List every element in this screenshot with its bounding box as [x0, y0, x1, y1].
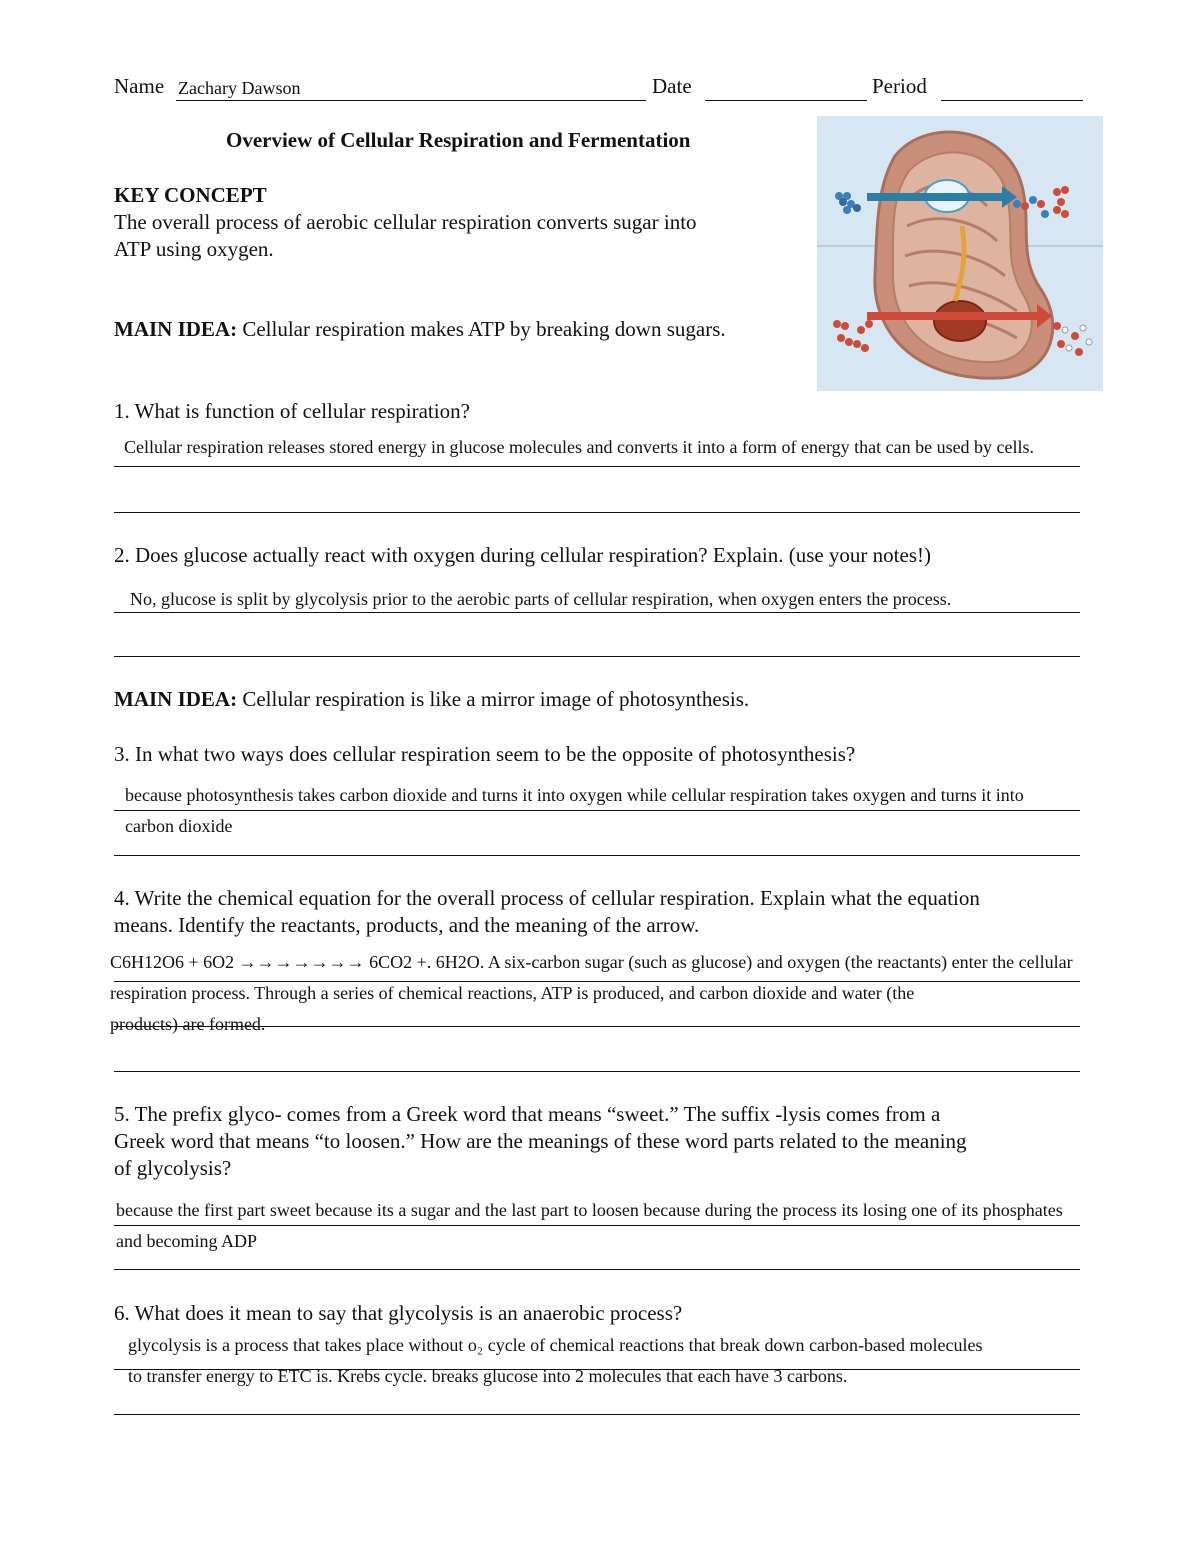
answer-rule: [114, 1026, 1080, 1027]
key-concept-heading: KEY CONCEPT: [114, 183, 267, 207]
question-4: means. Identify the reactants, products, and the meaning of the arrow.: [114, 913, 700, 937]
name-value: Zachary Dawson: [178, 78, 301, 98]
answer-rule: [114, 466, 1080, 467]
answer-6-line[interactable]: glycolysis is a process that takes place without o₂ cycle of chemical reactions that break down carbon-based molecules: [128, 1335, 983, 1355]
answer-rule: [114, 512, 1080, 513]
answer-rule: [114, 656, 1080, 657]
main-idea: [114, 316, 726, 343]
key-concept-line: ATP using oxygen.: [114, 237, 274, 261]
answer-6-line[interactable]: to transfer energy to ETC is. Krebs cycle. breaks glucose into 2 molecules that each have 3 carbons.: [128, 1366, 848, 1386]
question-5: of glycolysis?: [114, 1156, 232, 1180]
question-6: 6. What does it mean to say that glycolysis is an anaerobic process?: [114, 1301, 683, 1325]
main-idea-text: Cellular respiration makes ATP by breaking down sugars.: [237, 317, 726, 341]
question-5: Greek word that means “to loosen.” How are the meanings of these word parts related to the meaning: [114, 1129, 967, 1153]
answer-4-line[interactable]: C6H12O6 + 6O2 →→→→→→→ 6CO2 +. 6H2O. A six-carbon sugar (such as glucose) and oxygen (the reactants) enter the cellular: [110, 952, 1073, 972]
answer-2-line[interactable]: No, glucose is split by glycolysis prior to the aerobic parts of cellular respiration, when oxygen enters the process.: [130, 589, 952, 609]
answer-rule: [114, 1414, 1080, 1415]
answer-rule: [114, 1225, 1080, 1226]
answer-4-line[interactable]: products) are formed.: [110, 1014, 266, 1034]
answer-5-line[interactable]: and becoming ADP: [116, 1231, 257, 1251]
question-5: 5. The prefix glyco- comes from a Greek word that means “sweet.” The suffix -lysis comes from a: [114, 1102, 941, 1126]
answer-1-line[interactable]: Cellular respiration releases stored energy in glucose molecules and converts it into a form of energy that can be used by cells.: [124, 437, 1035, 457]
main-idea-label: MAIN IDEA:: [114, 687, 238, 711]
answer-5-line[interactable]: because the first part sweet because its a sugar and the last part to loosen because during the process its losing one of its phosphates: [116, 1200, 1063, 1220]
answer-rule: [114, 855, 1080, 856]
question-3: 3. In what two ways does cellular respiration seem to be the opposite of photosynthesis?: [114, 742, 856, 766]
date-label: Date: [652, 74, 692, 98]
answer-rule: [114, 1071, 1080, 1072]
key-concept-line: The overall process of aerobic cellular respiration converts sugar into: [114, 210, 697, 234]
mitochondrion-illustration: [817, 116, 1103, 391]
answer-rule: [114, 810, 1080, 811]
date-field[interactable]: [705, 76, 867, 101]
answer-rule: [114, 1269, 1080, 1270]
answer-3-line[interactable]: carbon dioxide: [125, 816, 233, 836]
name-label: Name: [114, 74, 165, 98]
period-field[interactable]: [941, 76, 1083, 101]
question-1: 1. What is function of cellular respiration?: [114, 399, 470, 423]
main-idea: [114, 686, 749, 713]
period-label: Period: [872, 74, 927, 98]
answer-3-line[interactable]: because photosynthesis takes carbon dioxide and turns it into oxygen while cellular respiration takes oxygen and turns it into: [125, 785, 1024, 805]
question-4: 4. Write the chemical equation for the overall process of cellular respiration. Explain what the equation: [114, 886, 980, 910]
answer-rule: [114, 612, 1080, 613]
krebs-circle-icon: [934, 301, 986, 341]
name-field[interactable]: [176, 76, 646, 101]
page-title: Overview of Cellular Respiration and Fermentation: [226, 128, 691, 152]
answer-rule: [114, 981, 1080, 982]
question-2: 2. Does glucose actually react with oxygen during cellular respiration? Explain. (use your notes!): [114, 543, 931, 567]
answer-4-line[interactable]: respiration process. Through a series of chemical reactions, ATP is produced, and carbon dioxide and water (the: [110, 983, 915, 1003]
main-idea-label: MAIN IDEA:: [114, 317, 238, 341]
main-idea-text: Cellular respiration is like a mirror image of photosynthesis.: [237, 687, 750, 711]
